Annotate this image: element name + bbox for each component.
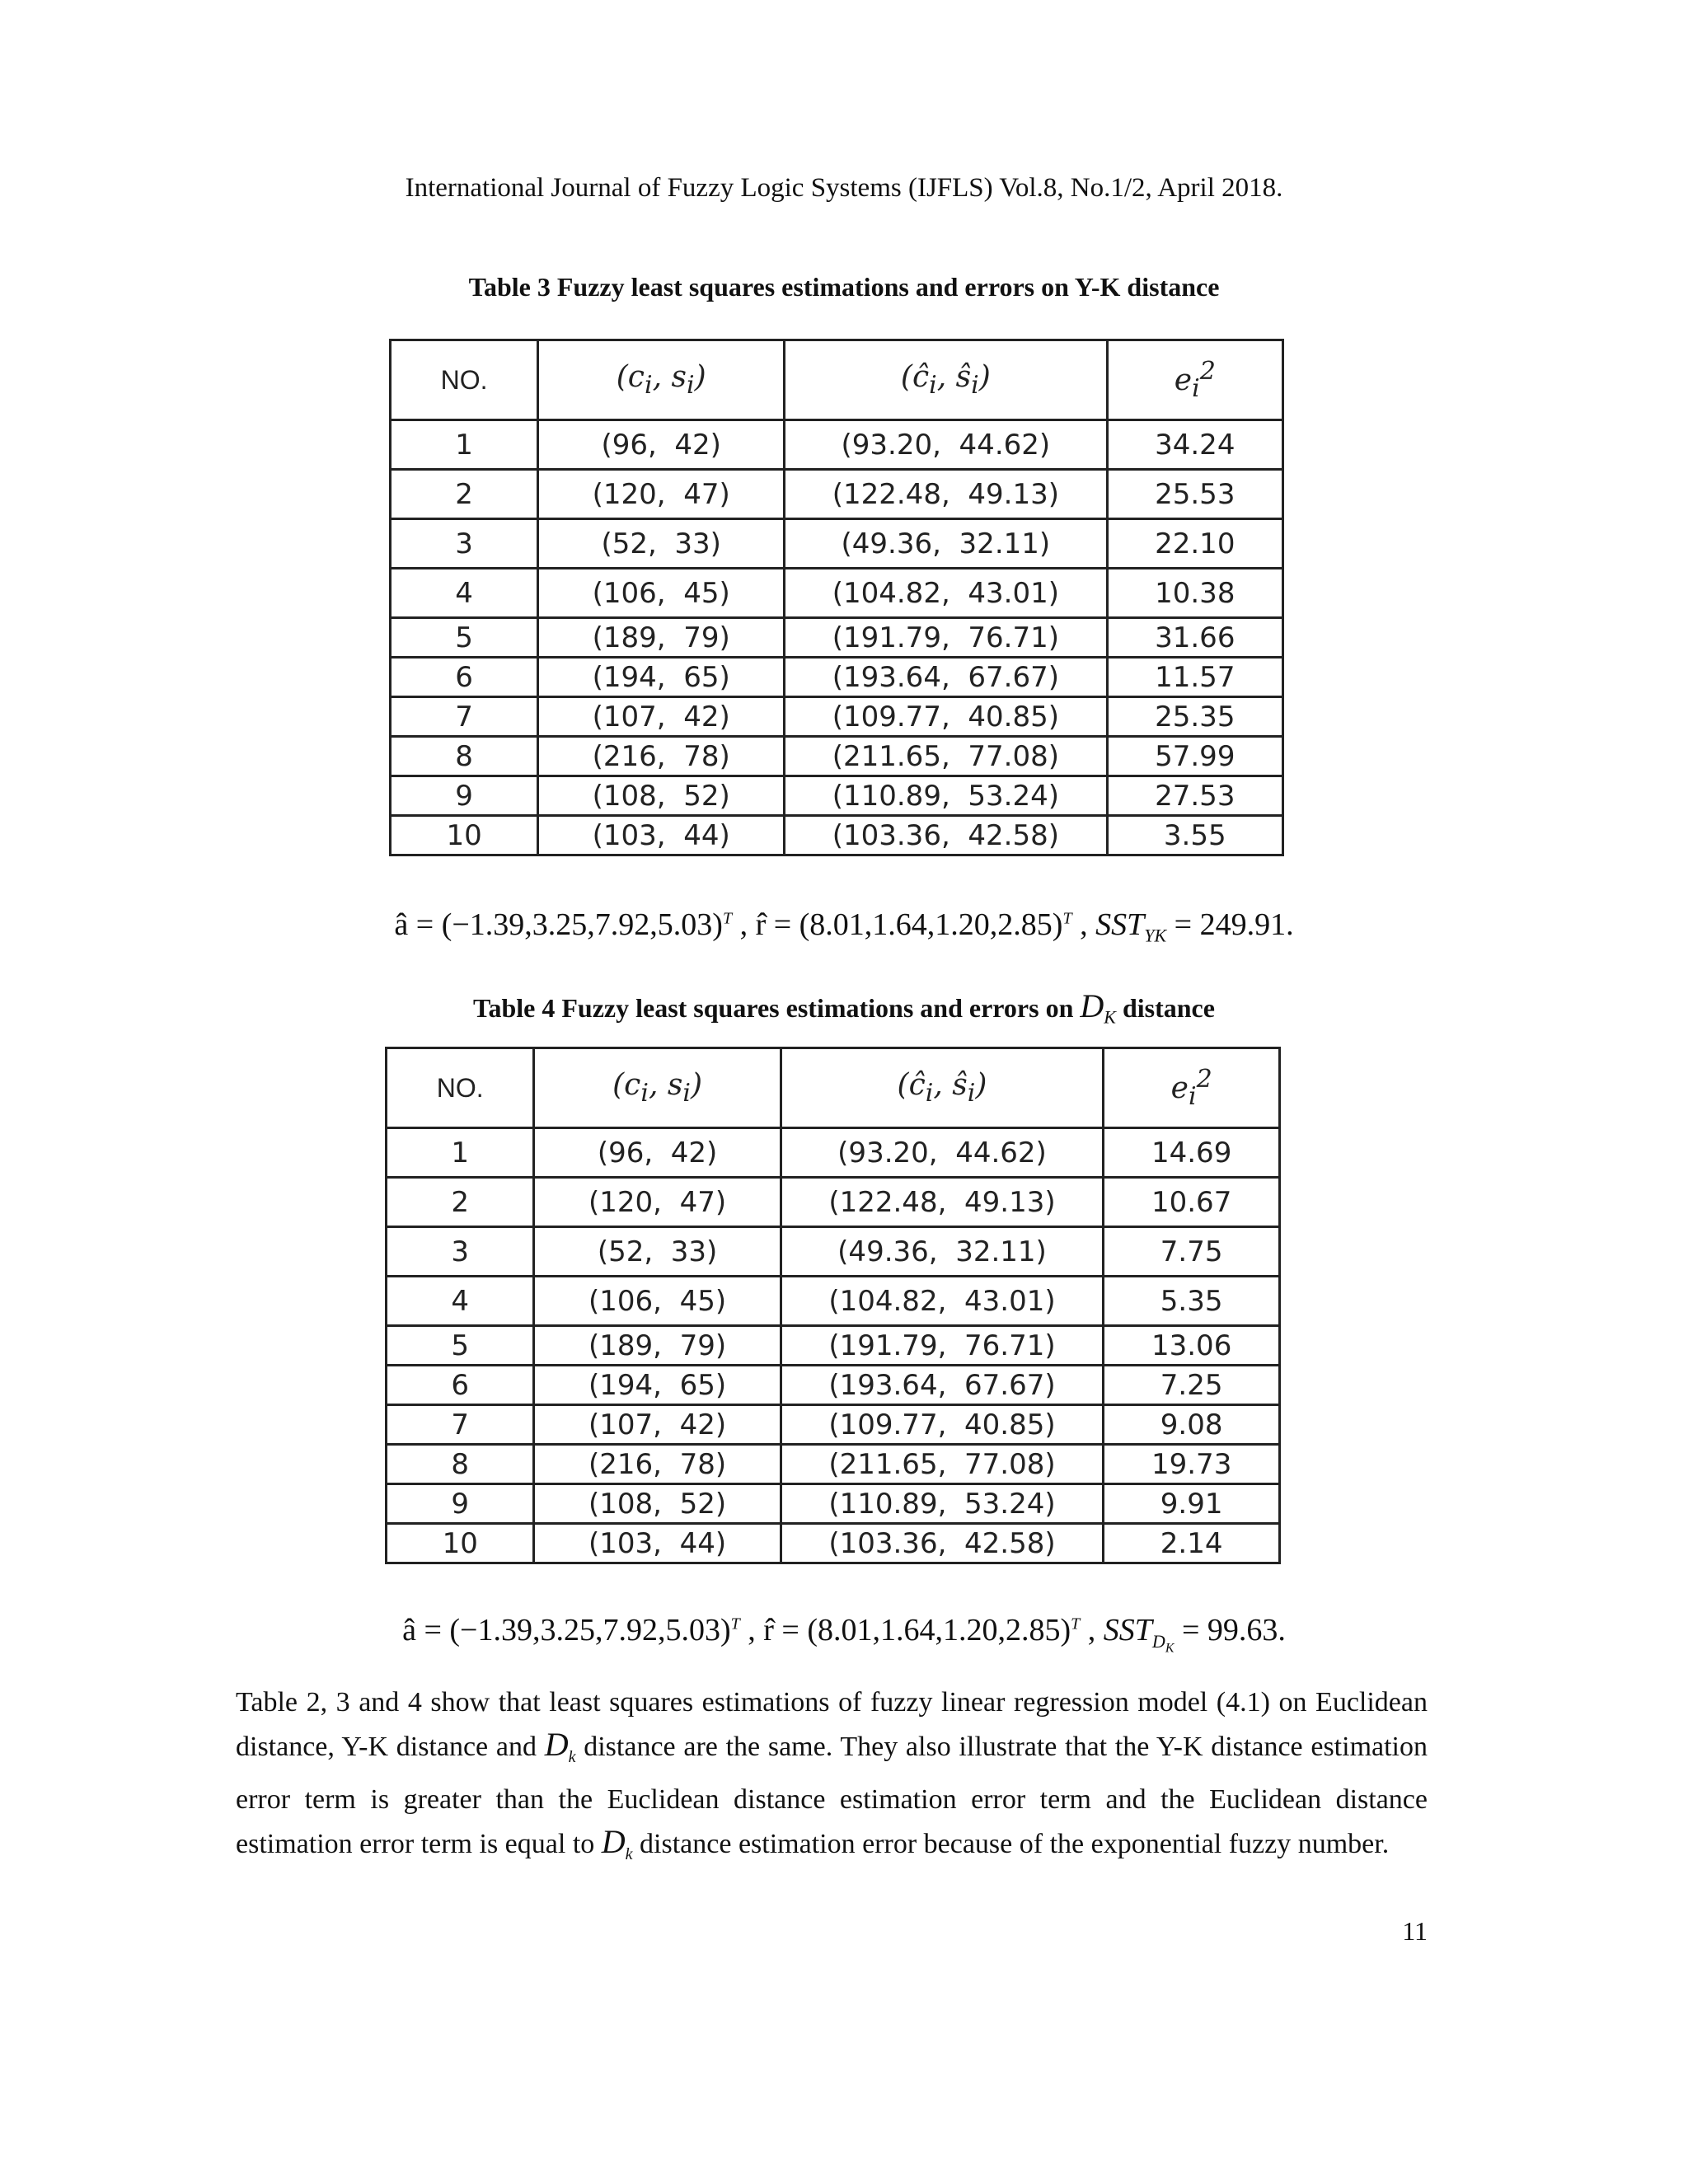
estimated-cell: (191.79, 76.71) bbox=[785, 618, 1107, 658]
page-number: 11 bbox=[1402, 1916, 1428, 1946]
error-cell: 34.24 bbox=[1107, 420, 1282, 470]
row-number-cell: 2 bbox=[391, 470, 538, 519]
table-row bbox=[387, 1524, 1280, 1563]
estimated-cell: (49.36, 32.11) bbox=[781, 1227, 1104, 1277]
error-cell: 57.99 bbox=[1107, 737, 1282, 776]
row-number-cell: 3 bbox=[387, 1227, 534, 1277]
formula-r-hat: r̂ = (8.01,1.64,1.20,2.85) bbox=[755, 907, 1063, 942]
estimated-cell: (122.48, 49.13) bbox=[781, 1178, 1104, 1227]
symbol-dk: D bbox=[544, 1726, 569, 1763]
error-cell: 9.91 bbox=[1104, 1484, 1280, 1524]
error-cell: 27.53 bbox=[1107, 776, 1282, 816]
row-number-cell: 5 bbox=[391, 618, 538, 658]
error-cell: 3.55 bbox=[1107, 816, 1282, 855]
error-cell: 14.69 bbox=[1104, 1128, 1280, 1178]
table-row bbox=[387, 1366, 1280, 1405]
table3-formula: â = $(-1.39,3.25,7.92,5.03)^T$ , r̂ = $(8.01,1.64,1.20,2.85)^T$ , $SST_{YK} = 249.91$. bbox=[394, 907, 1294, 946]
error-cell: 25.35 bbox=[1107, 697, 1282, 737]
table4-caption-sub: K bbox=[1104, 1006, 1116, 1028]
table4-formula: â = $(-1.39,3.25,7.92,5.03)^T$ , r̂ = $(8.01,1.64,1.20,2.85)^T$ , $SST_{D_K} = 99.63$. bbox=[402, 1613, 1286, 1655]
row-number-cell: 9 bbox=[387, 1484, 534, 1524]
observed-cell: (120, 47) bbox=[538, 470, 785, 519]
table-row bbox=[387, 1277, 1280, 1326]
table3 bbox=[389, 339, 1284, 856]
table-row bbox=[391, 737, 1283, 776]
row-number-cell: 4 bbox=[387, 1277, 534, 1326]
observed-cell: (120, 47) bbox=[534, 1178, 781, 1227]
table-row bbox=[387, 1405, 1280, 1445]
observed-cell: (96, 42) bbox=[538, 420, 785, 470]
table-row bbox=[391, 519, 1283, 569]
estimated-cell: (103.36, 42.58) bbox=[785, 816, 1107, 855]
table-row bbox=[391, 776, 1283, 816]
row-number-cell: 8 bbox=[391, 737, 538, 776]
error-cell: 13.06 bbox=[1104, 1326, 1280, 1366]
observed-cell: (103, 44) bbox=[538, 816, 785, 855]
row-number-cell: 1 bbox=[387, 1128, 534, 1178]
row-number-cell: 10 bbox=[391, 816, 538, 855]
row-number-cell: 8 bbox=[387, 1445, 534, 1484]
observed-cell: (108, 52) bbox=[534, 1484, 781, 1524]
estimated-cell: (109.77, 40.85) bbox=[781, 1405, 1104, 1445]
header-ci-si-hat: ($ĉ_i$, $ŝ_i$) bbox=[781, 1048, 1104, 1128]
table4 bbox=[385, 1047, 1281, 1564]
formula-sst-subsub: K bbox=[1165, 1640, 1175, 1655]
error-cell: 22.10 bbox=[1107, 519, 1282, 569]
row-number-cell: 6 bbox=[391, 658, 538, 697]
table-row bbox=[391, 697, 1283, 737]
error-cell: 25.53 bbox=[1107, 470, 1282, 519]
table-row bbox=[387, 1227, 1280, 1277]
estimated-cell: (93.20, 44.62) bbox=[781, 1128, 1104, 1178]
header-ci-si-hat: ($ĉ_i$, $ŝ_i$) bbox=[785, 340, 1107, 420]
formula-sst-label: SST bbox=[1095, 907, 1145, 942]
row-number-cell: 7 bbox=[387, 1405, 534, 1445]
estimated-cell: (93.20, 44.62) bbox=[785, 420, 1107, 470]
estimated-cell: (191.79, 76.71) bbox=[781, 1326, 1104, 1366]
paragraph-part3: distance estimation error because of the exponential fuzzy number. bbox=[640, 1828, 1390, 1859]
table3-caption: Table 3 Fuzzy least squares estimations and errors on Y-K distance bbox=[468, 272, 1220, 302]
row-number-cell: 3 bbox=[391, 519, 538, 569]
formula-r-hat: r̂ = (8.01,1.64,1.20,2.85) bbox=[763, 1613, 1071, 1647]
error-cell: 9.08 bbox=[1104, 1405, 1280, 1445]
table-row bbox=[387, 1445, 1280, 1484]
formula-sst-value: = 99.63. bbox=[1181, 1613, 1286, 1647]
observed-cell: (108, 52) bbox=[538, 776, 785, 816]
symbol-dk: D bbox=[601, 1822, 626, 1860]
table-row bbox=[387, 1128, 1280, 1178]
table-row bbox=[391, 470, 1283, 519]
table4-body bbox=[387, 1128, 1280, 1563]
row-number-cell: 1 bbox=[391, 420, 538, 470]
header-ci-si: ($c_i$, $s_i$) bbox=[538, 340, 785, 420]
symbol-dk-sub: k bbox=[625, 1844, 633, 1863]
table-row bbox=[391, 569, 1283, 618]
table-row bbox=[387, 1178, 1280, 1227]
observed-cell: (189, 79) bbox=[538, 618, 785, 658]
formula-a-hat: â = (−1.39,3.25,7.92,5.03) bbox=[394, 907, 723, 942]
observed-cell: (103, 44) bbox=[534, 1524, 781, 1563]
paragraph-part2: distance are the same. They also illustrate that the Y-K distance estimation error term is greater than the Euclidean distance estimation error term and the Euclidean distance estimation error term is equal to bbox=[236, 1732, 1428, 1859]
estimated-cell: (110.89, 53.24) bbox=[781, 1484, 1104, 1524]
estimated-cell: (193.64, 67.67) bbox=[785, 658, 1107, 697]
header-no: NO. bbox=[387, 1048, 534, 1128]
estimated-cell: (109.77, 40.85) bbox=[785, 697, 1107, 737]
error-cell: 7.25 bbox=[1104, 1366, 1280, 1405]
observed-cell: (216, 78) bbox=[538, 737, 785, 776]
body-paragraph bbox=[236, 1681, 1428, 1876]
error-cell: 11.57 bbox=[1107, 658, 1282, 697]
header-ci-si: ($c_i$, $s_i$) bbox=[534, 1048, 781, 1128]
error-cell: 10.67 bbox=[1104, 1178, 1280, 1227]
row-number-cell: 4 bbox=[391, 569, 538, 618]
table-row bbox=[387, 1484, 1280, 1524]
row-number-cell: 2 bbox=[387, 1178, 534, 1227]
journal-header: International Journal of Fuzzy Logic Systems (IJFLS) Vol.8, No.1/2, April 2018. bbox=[405, 173, 1283, 203]
observed-cell: (52, 33) bbox=[534, 1227, 781, 1277]
header-error-squared: $e_i^2$ bbox=[1104, 1048, 1280, 1128]
observed-cell: (216, 78) bbox=[534, 1445, 781, 1484]
table4-caption-symbol: D bbox=[1080, 987, 1104, 1024]
observed-cell: (107, 42) bbox=[538, 697, 785, 737]
error-cell: 10.38 bbox=[1107, 569, 1282, 618]
estimated-cell: (211.65, 77.08) bbox=[785, 737, 1107, 776]
estimated-cell: (104.82, 43.01) bbox=[785, 569, 1107, 618]
error-cell: 5.35 bbox=[1104, 1277, 1280, 1326]
row-number-cell: 7 bbox=[391, 697, 538, 737]
row-number-cell: 9 bbox=[391, 776, 538, 816]
error-cell: 7.75 bbox=[1104, 1227, 1280, 1277]
estimated-cell: (103.36, 42.58) bbox=[781, 1524, 1104, 1563]
error-cell: 2.14 bbox=[1104, 1524, 1280, 1563]
table-row bbox=[391, 658, 1283, 697]
estimated-cell: (193.64, 67.67) bbox=[781, 1366, 1104, 1405]
observed-cell: (96, 42) bbox=[534, 1128, 781, 1178]
formula-sst-sub: D bbox=[1151, 1630, 1165, 1652]
observed-cell: (194, 65) bbox=[534, 1366, 781, 1405]
error-cell: 31.66 bbox=[1107, 618, 1282, 658]
table3-header-row bbox=[391, 340, 1283, 420]
estimated-cell: (49.36, 32.11) bbox=[785, 519, 1107, 569]
header-no: NO. bbox=[391, 340, 538, 420]
estimated-cell: (211.65, 77.08) bbox=[781, 1445, 1104, 1484]
table4-caption bbox=[0, 987, 1688, 1028]
table4-caption-prefix: Table 4 Fuzzy least squares estimations and errors on bbox=[473, 993, 1074, 1023]
observed-cell: (107, 42) bbox=[534, 1405, 781, 1445]
observed-cell: (189, 79) bbox=[534, 1326, 781, 1366]
observed-cell: (52, 33) bbox=[538, 519, 785, 569]
estimated-cell: (110.89, 53.24) bbox=[785, 776, 1107, 816]
table4-header-row bbox=[387, 1048, 1280, 1128]
paragraph-part1: Table 2, 3 and 4 show that least squares estimations of fuzzy linear regression model (4.1) on Euclidean distance, Y-K distance and bbox=[236, 1687, 1428, 1762]
formula-sst-sub: YK bbox=[1144, 925, 1167, 946]
symbol-dk-sub: k bbox=[568, 1747, 576, 1766]
observed-cell: (194, 65) bbox=[538, 658, 785, 697]
observed-cell: (106, 45) bbox=[538, 569, 785, 618]
table-row bbox=[387, 1326, 1280, 1366]
formula-sst-label: SST bbox=[1103, 1613, 1152, 1647]
formula-sst-value: = 249.91. bbox=[1174, 907, 1294, 942]
table-row bbox=[391, 816, 1283, 855]
table-row bbox=[391, 420, 1283, 470]
formula-a-hat: â = (−1.39,3.25,7.92,5.03) bbox=[402, 1613, 731, 1647]
estimated-cell: (122.48, 49.13) bbox=[785, 470, 1107, 519]
observed-cell: (106, 45) bbox=[534, 1277, 781, 1326]
row-number-cell: 5 bbox=[387, 1326, 534, 1366]
error-cell: 19.73 bbox=[1104, 1445, 1280, 1484]
row-number-cell: 10 bbox=[387, 1524, 534, 1563]
estimated-cell: (104.82, 43.01) bbox=[781, 1277, 1104, 1326]
row-number-cell: 6 bbox=[387, 1366, 534, 1405]
header-error-squared: $e_i^2$ bbox=[1107, 340, 1282, 420]
table-row bbox=[391, 618, 1283, 658]
table3-body bbox=[391, 420, 1283, 855]
table4-caption-suffix: distance bbox=[1122, 993, 1215, 1023]
